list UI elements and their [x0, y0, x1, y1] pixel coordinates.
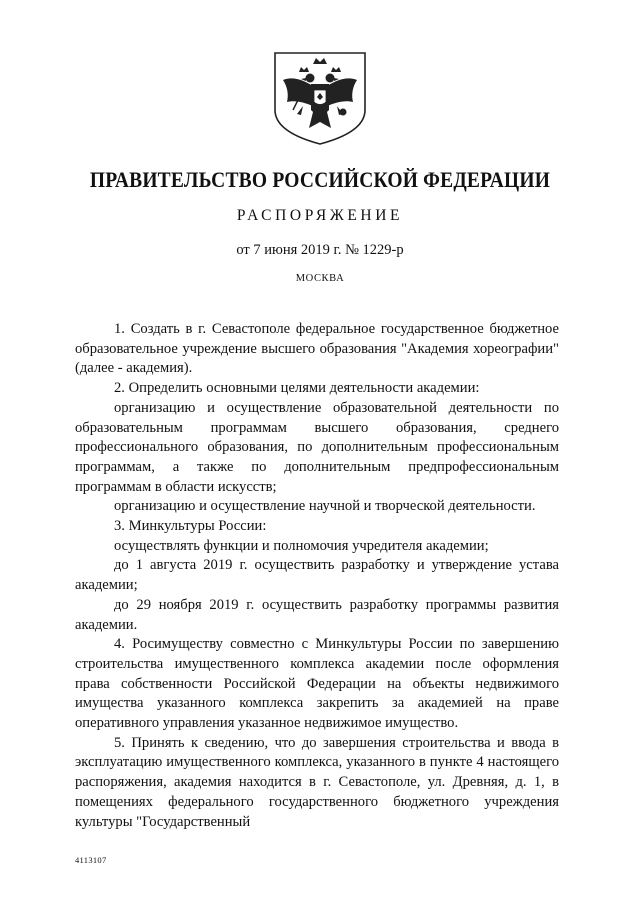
- paragraph-3-item-1: осуществлять функции и полномочия учредителя академии;: [114, 537, 489, 554]
- document-date-number: от 7 июня 2019 г. № 1229-р: [236, 242, 404, 258]
- paragraph-3-item-2: до 1 августа 2019 г. осуществить разработку и утверждение устава академии;: [75, 557, 559, 594]
- paragraph-3-item-3: до 29 ноября 2019 г. осуществить разработку программы развития академии.: [75, 596, 559, 633]
- document-city: МОСКВА: [295, 273, 345, 284]
- paragraph-1: 1. Создать в г. Севастополе федеральное государственное бюджетное образовательное учреждение высшего образования "Академия хореографии" (далее - академия).: [75, 321, 559, 377]
- government-title: ПРАВИТЕЛЬСТВО РОССИЙСКОЙ ФЕДЕРАЦИИ: [89, 168, 551, 193]
- paragraph-2: 2. Определить основными целями деятельности академии:: [114, 380, 480, 397]
- paragraph-3: 3. Минкультуры России:: [114, 518, 267, 535]
- document-id: 4113107: [75, 855, 107, 865]
- paragraph-2-item-1: организацию и осуществление образовательной деятельности по образовательным программам высшего образования, среднего профессионального образования, по дополнительным профессиональным программам, а также по дополнительным предпрофессиональным программам в области искусств;: [75, 399, 559, 495]
- russian-coat-of-arms-icon: [273, 50, 367, 146]
- document-type: РАСПОРЯЖЕНИЕ: [236, 207, 404, 224]
- paragraph-4: 4. Росимуществу совместно с Минкультуры России по завершению строительства имущественного комплекса академии после оформления права собственности Российской Федерации на объекты недвижимого имущества указанного комплекса закрепить за академией на праве оперативного управления указанное недвижимое имущество.: [75, 636, 559, 732]
- document-body: [75, 320, 559, 832]
- paragraph-5: 5. Принять к сведению, что до завершения строительства и ввода в эксплуатацию имущественного комплекса, указанного в пункте 4 настоящего распоряжения, академия находится в г. Севастополе, ул. Древняя, д. 1, в помещениях федерального государственного бюджетного учреждения культуры "Государственный: [75, 734, 559, 830]
- paragraph-2-item-2: организацию и осуществление научной и творческой деятельности.: [114, 498, 536, 515]
